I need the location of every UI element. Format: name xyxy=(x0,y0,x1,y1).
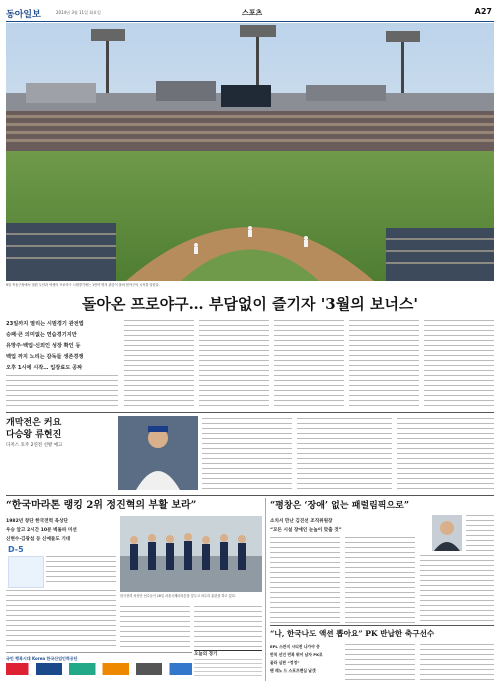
baseball-body-col xyxy=(297,418,392,490)
football-body-col xyxy=(420,644,494,682)
runners-illustration xyxy=(120,516,262,592)
marathon-body-col xyxy=(6,590,116,648)
briefs-box xyxy=(194,650,262,681)
subhead-line: 백업 까지 노리는 감독들 생존경쟁 xyxy=(6,354,84,360)
stadium-photo xyxy=(6,23,494,281)
column-side-text xyxy=(466,515,494,551)
col1-headline xyxy=(6,417,116,451)
column-body-col xyxy=(345,537,415,623)
interviewee-illustration xyxy=(432,515,462,551)
football-headline: “나, 한국나도 액션 뽑아요” PK 반납한 축구선수 xyxy=(270,629,435,638)
page-number: A27 xyxy=(474,7,492,16)
column-subhead-line: 소치서 만난 김진선 조직위원장 xyxy=(270,519,333,524)
col1-head-line: 개막전은 커요 xyxy=(6,418,62,428)
column-subhead-line: “모든 시설 장애인 눈높이 맞출 것” xyxy=(270,528,342,533)
baseball-body-col xyxy=(202,418,292,490)
baseball-body-col xyxy=(397,418,494,490)
column-body-col xyxy=(420,555,494,623)
marathon-headline: “한국마라톤 랭킹 2위 정진혁의 부활 보라” xyxy=(6,500,197,511)
subhead-line: 23일까지 열리는 시범경기 관전법 xyxy=(6,321,84,327)
football-subhead-line: EPL 스완지 시티전 나가야 중 xyxy=(270,644,320,649)
football-subheads xyxy=(270,643,340,675)
seoul-marathon-logo xyxy=(8,556,44,588)
col1-head-line: 다승왕 류현진 xyxy=(6,430,62,440)
main-body-col xyxy=(349,320,419,408)
issue-date: 2014년 3월 11일 화요일 xyxy=(56,10,101,15)
runners-photo xyxy=(120,516,262,592)
pitcher-illustration xyxy=(118,416,198,490)
masthead-rule xyxy=(6,21,494,22)
column-body-col xyxy=(270,537,340,623)
column-headline: “평창은 ‘장애’ 없는 패럴림픽으로” xyxy=(270,501,410,511)
main-body-col xyxy=(424,320,494,408)
marathon-body-col xyxy=(194,606,262,648)
main-body-col xyxy=(199,320,269,408)
section-divider xyxy=(6,412,494,413)
section-name: 스포츠 xyxy=(242,9,263,17)
column-divider xyxy=(265,498,266,681)
football-subhead-line: 골라 심판 “정정” xyxy=(270,660,300,665)
marathon-body-col xyxy=(120,606,190,648)
marathon-subhead-line: 1982년 창단 한국전력 육상단 xyxy=(6,519,68,524)
photo-caption: 9일 목동구장에서 열린 두산과 넥센의 프로야구 시범경기에는 1만여 명의 관중이 몰려 봄야구의 시작을 알렸다. xyxy=(6,283,160,287)
marathon-subhead-line: 우승 앞고 2시간 10분 벽돌파 미션 xyxy=(6,528,77,533)
football-subhead-line: 팬 레노 드 스포츠맨십 날갯 xyxy=(270,668,316,673)
column-subheads xyxy=(270,517,430,535)
marathon-subhead-line: 신현수·김광섭 등 신예들도 기대 xyxy=(6,537,71,542)
pitcher-photo xyxy=(118,416,198,490)
briefs-title: 오늘의 경기 xyxy=(194,652,218,657)
masthead xyxy=(6,6,494,20)
subhead-line: 유망주·백업·신외인 성장 확인 등 xyxy=(6,343,81,349)
stadium-illustration xyxy=(6,23,494,281)
main-body-col xyxy=(6,375,118,408)
ad-strip xyxy=(6,652,192,681)
subhead-line: 오후 1시에 시작… 입장료도 공짜 xyxy=(6,365,83,371)
briefs-list xyxy=(194,659,262,679)
subhead-line: 승패·큰 의미없는 연습경기지만 xyxy=(6,332,77,338)
marathon-subheads xyxy=(6,517,116,544)
ad-logos xyxy=(6,663,192,675)
newspaper-logo: 동아일보 xyxy=(6,10,41,20)
col1-head-line: 다저스 호주 2연전 선발 예고 xyxy=(6,443,63,448)
main-headline: 돌아온 프로야구… 부담없이 즐기자 '3월의 보너스' xyxy=(81,295,419,313)
marathon-ribbon: D-5 xyxy=(8,545,24,554)
section-divider xyxy=(270,625,494,626)
ad-text: 국민 행복시대 Korea 한국산업인력공단 xyxy=(6,656,78,661)
main-body-col xyxy=(124,320,194,408)
section-divider xyxy=(6,495,494,496)
football-body-col xyxy=(345,644,415,682)
football-subhead-line: 반칙 선언 번복 뛰어 남자 PK로 xyxy=(270,652,323,657)
interviewee-photo xyxy=(432,515,462,551)
runners-photo-caption: 한국전력 육상단 선수들이 16일 서울국제마라톤을 앞두고 마무리 훈련을 하고 있다. xyxy=(120,594,236,598)
main-subheads xyxy=(6,319,118,374)
marathon-side-text xyxy=(46,556,116,586)
main-body-col xyxy=(274,320,344,408)
